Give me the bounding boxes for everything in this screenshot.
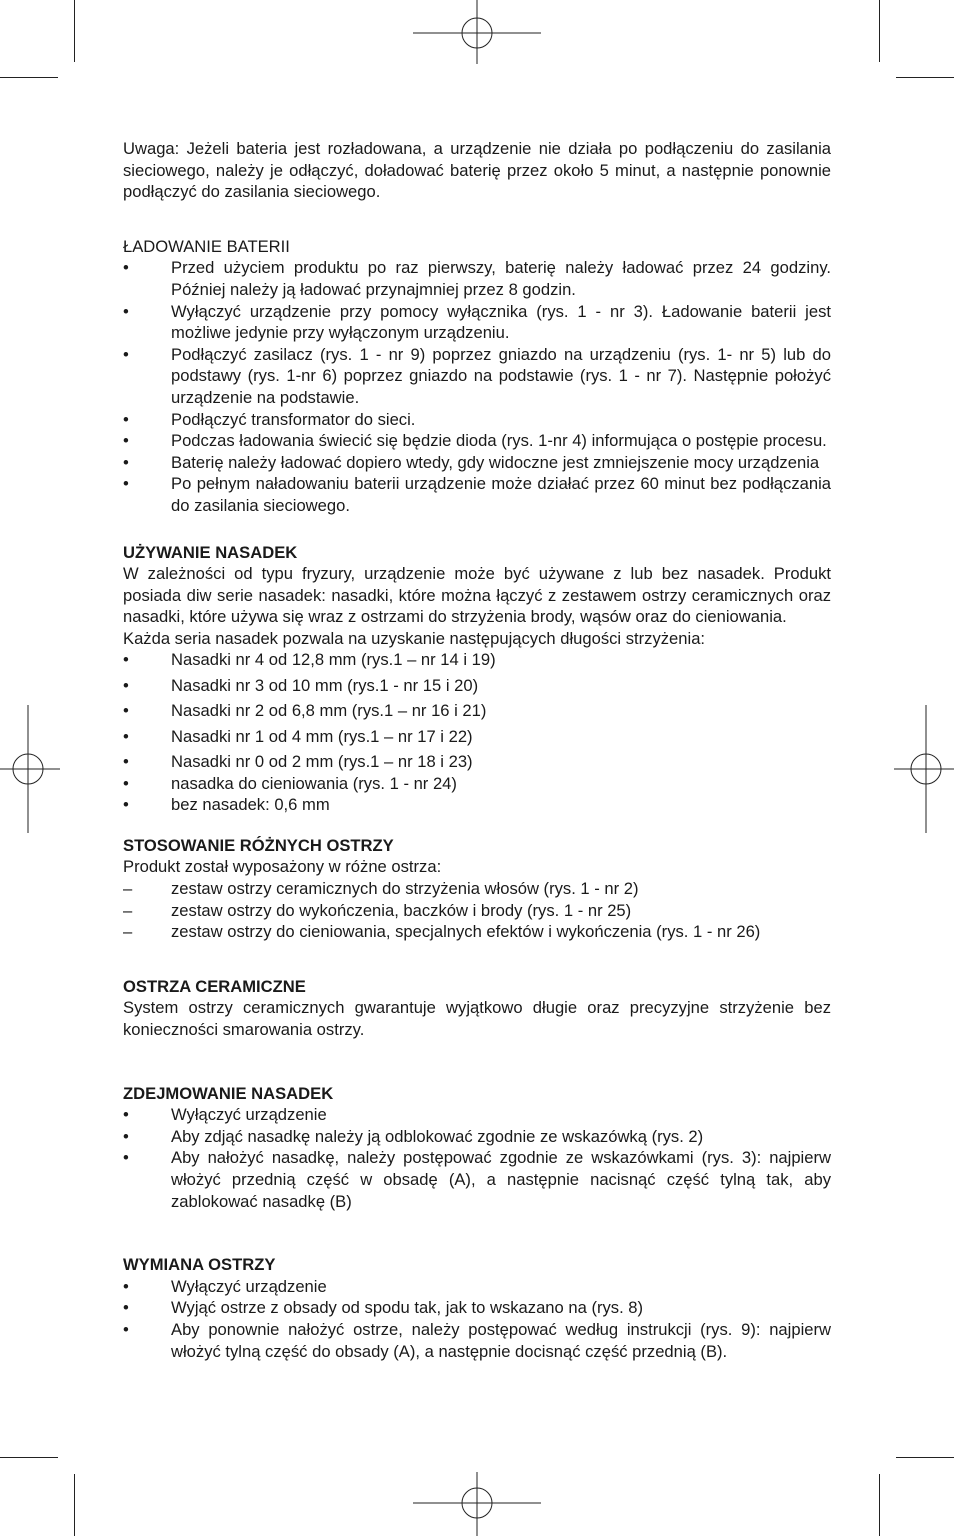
list-item: • Aby zdjąć nasadkę należy ją odblokować zgodnie ze wskazówką (rys. 2) bbox=[123, 1126, 704, 1146]
bullet-marker: • bbox=[123, 752, 129, 772]
bullet-marker: • bbox=[123, 701, 129, 721]
bullet-marker: • bbox=[123, 474, 129, 494]
spacer bbox=[123, 517, 831, 542]
list-item: • Nasadki nr 0 od 2 mm (rys.1 – nr 18 i 23) bbox=[123, 752, 473, 772]
list-item: – zestaw ostrzy do cieniowania, specjalnych efektów i wykończenia (rys. 1 - nr 26) bbox=[123, 922, 761, 942]
bullet-marker: • bbox=[123, 1298, 129, 1318]
section-heading-removing: ZDEJMOWANIE NASADEK bbox=[123, 1083, 334, 1103]
list-item: • Przed użyciem produktu po raz pierwszy, baterię należy ładować przez 24 godziny. Później należy ją ładować przynajmniej przez 8 godzin. bbox=[123, 258, 831, 299]
list-item: • Nasadki nr 2 od 6,8 mm (rys.1 – nr 16 i 21) bbox=[123, 701, 487, 721]
bullet-marker: • bbox=[123, 409, 129, 429]
list-item: • Wyjąć ostrze z obsady od spodu tak, jak to wskazano na (rys. 8) bbox=[123, 1298, 644, 1318]
bullet-marker: • bbox=[123, 344, 129, 364]
bullet-marker: • bbox=[123, 726, 129, 746]
bullet-marker: • bbox=[123, 773, 129, 793]
list-item: • Aby nałożyć nasadkę, należy postępować zgodnie ze wskazówkami (rys. 3): najpierw włożyć przednią część w obsadę (A), a następnie nacisnąć część tylną tak, aby zablokować nasadkę (B) bbox=[123, 1148, 831, 1211]
section-ceramic bbox=[123, 976, 831, 1041]
list-item: • Podłączyć zasilacz (rys. 1 - nr 9) poprzez gniazdo na urządzeniu (rys. 1- nr 5) lub do podstawy (rys. 1-nr 6) poprzez gniazdo na podstawie (rys. 1 - nr 7). Następnie położyć urządzenie na podstawie. bbox=[123, 344, 831, 407]
dash-marker: – bbox=[123, 922, 133, 942]
spacer bbox=[123, 943, 831, 976]
section-heading-charging: ŁADOWANIE BATERII bbox=[123, 236, 290, 256]
bullet-marker: • bbox=[123, 1105, 129, 1125]
ceramic-text: System ostrzy ceramicznych gwarantuje wyjątkowo długie oraz precyzyjne strzyżenie bez konieczności smarowania ostrzy. bbox=[123, 998, 831, 1039]
dash-marker: – bbox=[123, 900, 133, 920]
bullet-marker: • bbox=[123, 1276, 129, 1296]
replacing-list bbox=[123, 1276, 831, 1362]
list-item: • Nasadki nr 4 od 12,8 mm (rys.1 – nr 14 i 19) bbox=[123, 650, 496, 670]
list-item: • bez nasadek: 0,6 mm bbox=[123, 795, 330, 815]
bullet-marker: • bbox=[123, 650, 129, 670]
bullet-marker: • bbox=[123, 301, 129, 321]
registration-mark-bottom bbox=[413, 1472, 541, 1536]
dash-marker: – bbox=[123, 879, 133, 898]
spacer bbox=[123, 1212, 831, 1254]
section-heading-blades: STOSOWANIE RÓŻNYCH OSTRZY bbox=[123, 835, 394, 855]
section-blades bbox=[123, 835, 831, 943]
registration-mark-right bbox=[894, 705, 954, 833]
crop-mark-top-right-v bbox=[879, 0, 880, 62]
list-item: – zestaw ostrzy ceramicznych do strzyżenia włosów (rys. 1 - nr 2) bbox=[123, 879, 639, 898]
section-charging bbox=[123, 236, 831, 517]
crop-mark-top-left-h bbox=[0, 77, 58, 78]
list-item: • Nasadki nr 1 od 4 mm (rys.1 – nr 17 i 22) bbox=[123, 726, 473, 746]
charging-list bbox=[123, 257, 831, 516]
section-heading-ceramic: OSTRZA CERAMICZNE bbox=[123, 976, 306, 996]
manual-page-content bbox=[123, 138, 831, 1362]
bullet-marker: • bbox=[123, 452, 129, 472]
crop-mark-top-right-h bbox=[896, 77, 954, 78]
registration-mark-top bbox=[413, 0, 541, 64]
section-removing bbox=[123, 1083, 831, 1213]
crop-mark-bottom-right-v bbox=[879, 1474, 880, 1536]
blades-list bbox=[123, 878, 831, 943]
spacer bbox=[123, 203, 831, 236]
bullet-marker: • bbox=[123, 258, 129, 278]
bullet-marker: • bbox=[123, 1148, 129, 1168]
list-item: – zestaw ostrzy do wykończenia, baczków i brody (rys. 1 - nr 25) bbox=[123, 900, 632, 920]
bullet-marker: • bbox=[123, 795, 129, 815]
list-item: • Podczas ładowania świecić się będzie dioda (rys. 1-nr 4) informująca o postępie procesu. bbox=[123, 431, 827, 451]
bullet-marker: • bbox=[123, 1319, 129, 1339]
crop-mark-bottom-left-v bbox=[74, 1474, 75, 1536]
list-item: • Podłączyć transformator do sieci. bbox=[123, 409, 416, 429]
spacer bbox=[123, 1041, 831, 1083]
list-item: • Wyłączyć urządzenie przy pomocy wyłącznika (rys. 1 - nr 3). Ładowanie baterii jest możliwe jedynie przy wyłączonym urządzeniu. bbox=[123, 301, 831, 343]
crop-mark-top-left-v bbox=[74, 0, 75, 62]
bullet-marker: • bbox=[123, 431, 129, 451]
section-attachments bbox=[123, 542, 831, 816]
attachments-intro: W zależności od typu fryzury, urządzenie może być używane z lub bez nasadek. Produkt posiada diw serie nasadek: nasadki, które można łączyć z zestawem ostrzy ceramicznych oraz nasadki, które używa się wraz z ostrzami do strzyżenia brody, wąsów oraz do cieniowania. bbox=[123, 564, 831, 627]
section-heading-attachments: UŻYWANIE NASADEK bbox=[123, 542, 298, 562]
section-replacing bbox=[123, 1254, 831, 1362]
blades-intro: Produkt został wyposażony w różne ostrza: bbox=[123, 857, 442, 877]
bullet-marker: • bbox=[123, 675, 129, 695]
registration-mark-left bbox=[0, 705, 60, 833]
bullet-marker: • bbox=[123, 1126, 129, 1146]
list-item: • Wyłączyć urządzenie bbox=[123, 1276, 327, 1296]
list-item: • Aby ponownie nałożyć ostrze, należy postępować według instrukcji (rys. 9): najpierw włożyć tylną część do obsady (A), a następnie docisnąć część przednią (B). bbox=[123, 1319, 831, 1361]
list-item: • Wyłączyć urządzenie bbox=[123, 1105, 327, 1125]
removing-list bbox=[123, 1104, 831, 1212]
section-heading-replacing: WYMIANA OSTRZY bbox=[123, 1255, 276, 1275]
list-item: • Baterię należy ładować dopiero wtedy, gdy widoczne jest zmniejszenie mocy urządzenia bbox=[123, 452, 820, 472]
attachments-list bbox=[123, 649, 831, 815]
crop-mark-bottom-left-h bbox=[0, 1457, 58, 1458]
crop-mark-bottom-right-h bbox=[896, 1457, 954, 1458]
battery-note: Uwaga: Jeżeli bateria jest rozładowana, a urządzenie nie działa po podłączeniu do zasilania sieciowego, należy je odłączyć, doładować baterię przez około 5 minut, a następnie ponownie podłączyć do zasilania sieciowego. bbox=[123, 139, 831, 202]
attachments-lead: Każda seria nasadek pozwala na uzyskanie następujących długości strzyżenia: bbox=[123, 628, 706, 648]
list-item: • Nasadki nr 3 od 10 mm (rys.1 - nr 15 i 20) bbox=[123, 675, 479, 695]
list-item: • Po pełnym naładowaniu baterii urządzenie może działać przez 60 minut bez podłączania do zasilania sieciowego. bbox=[123, 474, 831, 515]
spacer bbox=[123, 816, 831, 835]
list-item: • nasadka do cieniowania (rys. 1 - nr 24) bbox=[123, 773, 457, 793]
